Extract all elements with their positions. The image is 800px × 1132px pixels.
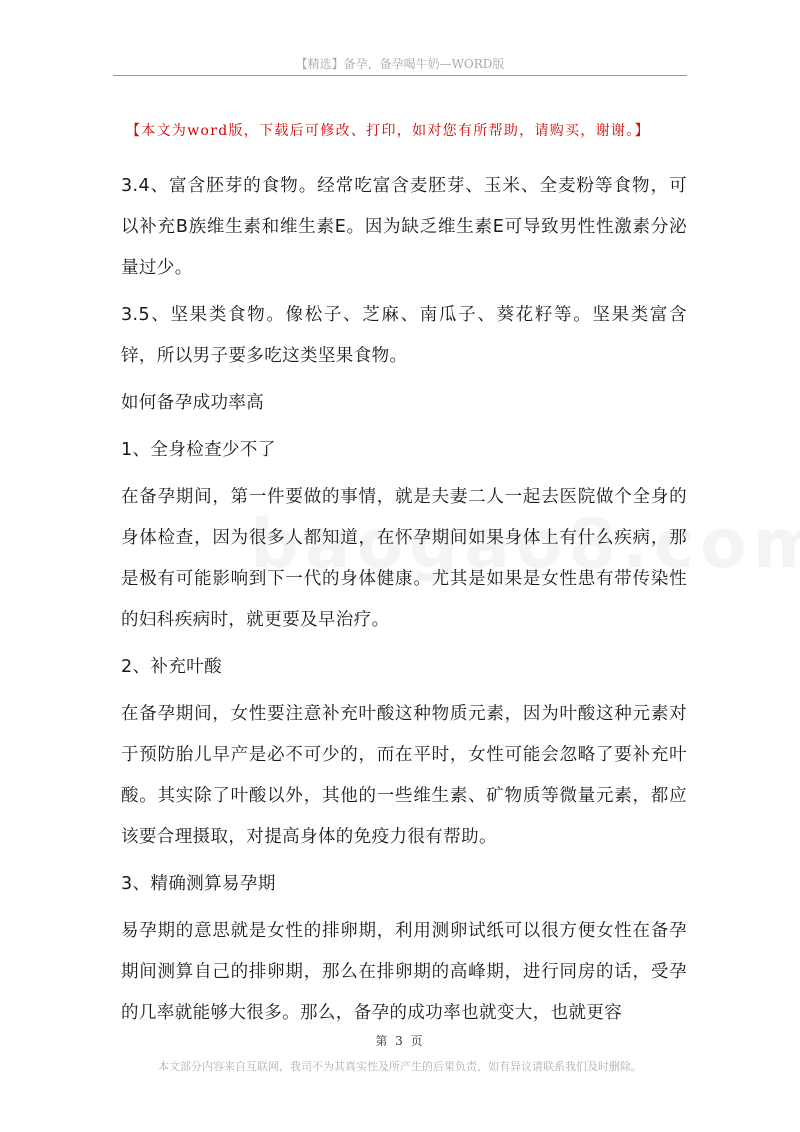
subsection-heading: 1、全身检查少不了 bbox=[121, 440, 276, 460]
header-rule bbox=[113, 75, 687, 76]
purchase-notice: 【本文为word版，下载后可修改、打印，如对您有所帮助，请购买，谢谢。】 bbox=[126, 123, 650, 139]
paragraph: 3.5、坚果类食物。像松子、芝麻、南瓜子、葵花籽等。坚果类富含锌，所以男子要多吃这类坚果食物。 bbox=[121, 305, 687, 366]
paragraph: 易孕期的意思就是女性的排卵期，利用测卵试纸可以很方便女性在备孕期间测算自己的排卵期，那么在排卵期的高峰期，进行同房的话，受孕的几率就能够大很多。那么，备孕的成功率也就变大，也就更容 bbox=[121, 921, 687, 1023]
page-number: 第 3 页 bbox=[375, 1034, 425, 1048]
paragraph: 在备孕期间，女性要注意补充叶酸这种物质元素，因为叶酸这种元素对于预防胎儿早产是必不可少的，而在平时，女性可能会忽略了要补充叶酸。其实除了叶酸以外，其他的一些维生素、矿物质等微量元素，都应该要合理摄取，对提高身体的免疫力很有帮助。 bbox=[121, 704, 687, 847]
paragraph: 3.4、富含胚芽的食物。经常吃富含麦胚芽、玉米、全麦粉等食物，可以补充B族维生素和维生素E。因为缺乏维生素E可导致男性性激素分泌量过少。 bbox=[121, 176, 687, 278]
subsection-heading: 3、精确测算易孕期 bbox=[121, 874, 276, 894]
paragraph: 在备孕期间，第一件要做的事情，就是夫妻二人一起去医院做个全身的身体检查，因为很多人都知道，在怀孕期间如果身体上有什么疾病，那是极有可能影响到下一代的身体健康。尤其是如果是女性患有带传染性的妇科疾病时，就更要及早治疗。 bbox=[121, 487, 687, 630]
section-heading: 如何备孕成功率高 bbox=[121, 393, 265, 413]
page-header: 【精选】备孕，备孕喝牛奶—WORD版 bbox=[295, 57, 505, 71]
page-footer: 本文部分内容来自互联网，我司不为其真实性及所产生的后果负责，如有异议请联系我们及时删除。 bbox=[158, 1060, 642, 1073]
document-body bbox=[121, 166, 687, 1040]
subsection-heading: 2、补充叶酸 bbox=[121, 657, 223, 677]
